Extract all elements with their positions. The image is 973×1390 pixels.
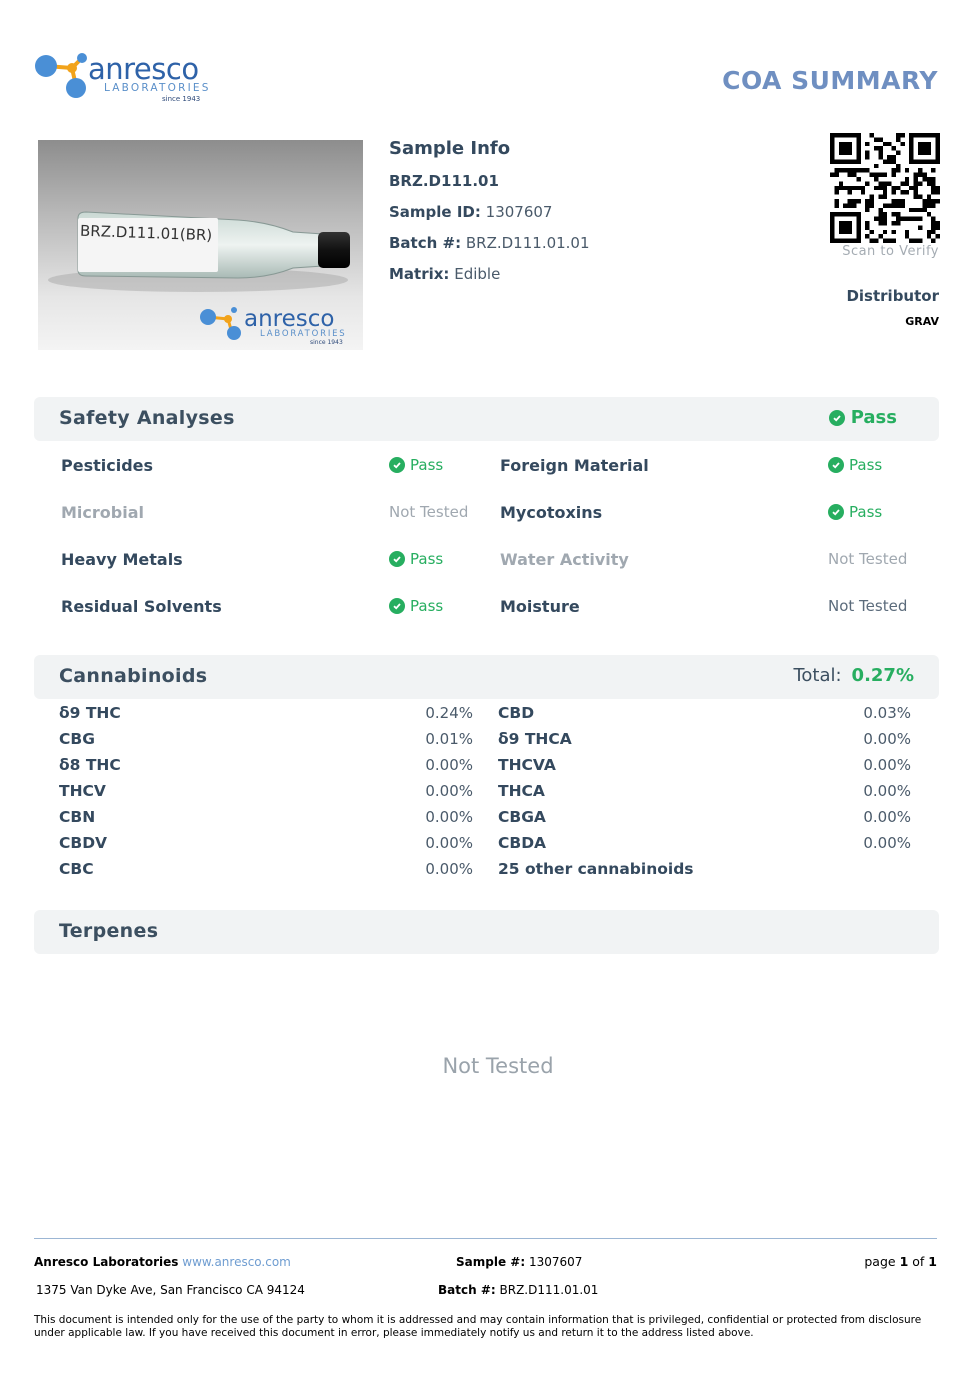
cannabinoid-value: 0.03% bbox=[863, 704, 911, 722]
safety-item-status-text: Not Tested bbox=[389, 503, 469, 521]
batch-row bbox=[389, 233, 789, 264]
page-of: of bbox=[912, 1254, 925, 1269]
cannabinoid-value: 0.00% bbox=[863, 730, 911, 748]
cannabinoid-name: THCA bbox=[498, 782, 545, 800]
cannabinoid-value: 0.00% bbox=[863, 834, 911, 852]
footer-batch-label: Batch #: bbox=[438, 1283, 496, 1297]
safety-item-status-text: Pass bbox=[410, 456, 444, 474]
cannabinoid-value: 0.24% bbox=[425, 704, 473, 722]
cannabinoid-name: CBGA bbox=[498, 808, 546, 826]
cannabinoid-name: CBD bbox=[498, 704, 535, 722]
cannabinoid-value: 0.00% bbox=[425, 834, 473, 852]
safety-item-status bbox=[828, 503, 882, 521]
safety-item-status bbox=[828, 456, 882, 474]
terpenes-status: Not Tested bbox=[442, 1054, 554, 1078]
safety-item-label: Residual Solvents bbox=[61, 597, 222, 616]
safety-overall-status bbox=[829, 407, 897, 428]
distributor-label: Distributor bbox=[846, 287, 939, 305]
safety-item-status-text: Pass bbox=[410, 550, 444, 568]
cannabinoids-title: Cannabinoids bbox=[59, 665, 208, 687]
footer-sample-label: Sample #: bbox=[456, 1255, 526, 1269]
footer-address: 1375 Van Dyke Ave, San Francisco CA 94124 bbox=[36, 1283, 305, 1297]
logo-subtitle: LABORATORIES bbox=[104, 82, 211, 94]
page-total: 1 bbox=[928, 1254, 937, 1269]
matrix-label: Matrix: bbox=[389, 265, 450, 283]
photo-logo-wordmark: anresco bbox=[244, 306, 335, 332]
safety-overall-label: Pass bbox=[850, 407, 897, 428]
safety-analyses-header bbox=[34, 397, 939, 441]
safety-item-status bbox=[828, 550, 907, 568]
footer-disclaimer: This document is intended only for the use of the party to whom it is addressed and may contain information that is privileged, confidential or protected from disclosure under applicable law. If you have received this document in error, please immediately notify us and return it to the address listed above. bbox=[34, 1314, 922, 1339]
page-title: COA SUMMARY bbox=[722, 66, 938, 95]
product-photo bbox=[38, 140, 363, 350]
check-circle-icon bbox=[389, 598, 405, 614]
batch-value: BRZ.D111.01.01 bbox=[465, 234, 590, 252]
sample-id-label: Sample ID: bbox=[389, 203, 481, 221]
footer-website-link[interactable]: www.anresco.com bbox=[182, 1255, 291, 1269]
footer-company bbox=[34, 1255, 291, 1269]
check-circle-icon bbox=[389, 457, 405, 473]
matrix-value: Edible bbox=[454, 265, 501, 283]
photo-logo-subtitle: LABORATORIES bbox=[260, 329, 347, 339]
batch-label: Batch #: bbox=[389, 234, 462, 252]
safety-item-status bbox=[828, 597, 907, 615]
cannabinoid-name: THCVA bbox=[498, 756, 556, 774]
terpenes-header bbox=[34, 910, 939, 954]
footer-sample-value: 1307607 bbox=[528, 1255, 583, 1269]
sample-info-title: Sample Info bbox=[389, 138, 511, 159]
page-current: 1 bbox=[899, 1254, 909, 1269]
photo-logo-icon bbox=[198, 305, 248, 345]
check-circle-icon bbox=[828, 504, 844, 520]
cannabinoid-name: CBG bbox=[59, 730, 95, 748]
terpenes-title: Terpenes bbox=[59, 920, 159, 942]
safety-item-label: Mycotoxins bbox=[500, 503, 603, 522]
page-word: page bbox=[864, 1254, 896, 1269]
bottle-label-text: BRZ.D111.01(BR) bbox=[79, 221, 213, 245]
footer-company-name: Anresco Laboratories bbox=[34, 1255, 179, 1269]
logo-wordmark: anresco bbox=[88, 52, 199, 86]
scan-to-verify: Scan to Verify bbox=[842, 244, 939, 259]
sample-id-row bbox=[389, 202, 789, 233]
cannabinoid-value: 0.00% bbox=[425, 860, 473, 878]
check-circle-icon bbox=[829, 410, 845, 426]
cannabinoid-name: CBDV bbox=[59, 834, 108, 852]
cannabinoids-total bbox=[793, 665, 914, 686]
safety-item-status bbox=[389, 456, 443, 474]
cannabinoid-name: δ9 THC bbox=[59, 704, 121, 722]
cannabinoid-value: 0.00% bbox=[863, 808, 911, 826]
cannabinoid-value: 0.00% bbox=[425, 782, 473, 800]
safety-item-label: Microbial bbox=[61, 503, 144, 522]
safety-item-label: Water Activity bbox=[500, 550, 629, 569]
sample-name-value: BRZ.D111.01 bbox=[389, 172, 499, 190]
cannabinoid-name: CBC bbox=[59, 860, 94, 878]
cannabinoid-name: 25 other cannabinoids bbox=[498, 860, 694, 878]
footer-page-number bbox=[864, 1254, 937, 1269]
sample-name bbox=[389, 171, 789, 202]
safety-analyses-title: Safety Analyses bbox=[59, 407, 235, 429]
safety-item-status bbox=[389, 550, 443, 568]
cannabinoid-name: δ9 THCA bbox=[498, 730, 572, 748]
cannabinoid-value: 0.00% bbox=[863, 782, 911, 800]
sample-info bbox=[389, 138, 789, 295]
check-circle-icon bbox=[389, 551, 405, 567]
cannabinoid-value: 0.00% bbox=[425, 756, 473, 774]
safety-item-status bbox=[389, 597, 443, 615]
cannabinoid-value: 0.00% bbox=[863, 756, 911, 774]
safety-item-label: Foreign Material bbox=[500, 456, 649, 475]
safety-item-status-text: Not Tested bbox=[828, 550, 908, 568]
footer-batch-value: BRZ.D111.01.01 bbox=[499, 1283, 599, 1297]
cannabinoid-value: 0.00% bbox=[425, 808, 473, 826]
check-circle-icon bbox=[828, 457, 844, 473]
safety-item-status-text: Not Tested bbox=[828, 597, 908, 615]
total-value: 0.27% bbox=[851, 665, 914, 686]
anresco-logo bbox=[34, 50, 234, 110]
logo-since: since 1943 bbox=[162, 95, 201, 103]
cannabinoid-value: 0.01% bbox=[425, 730, 473, 748]
footer-divider bbox=[34, 1238, 937, 1239]
total-label: Total: bbox=[793, 665, 842, 686]
safety-item-label: Moisture bbox=[500, 597, 580, 616]
cannabinoid-name: δ8 THC bbox=[59, 756, 121, 774]
cannabinoid-name: THCV bbox=[59, 782, 106, 800]
cannabinoid-name: CBDA bbox=[498, 834, 547, 852]
distributor-value: GRAV bbox=[905, 315, 939, 328]
cannabinoid-name: CBN bbox=[59, 808, 96, 826]
qr-code-icon[interactable] bbox=[830, 133, 940, 243]
footer-batch bbox=[438, 1283, 598, 1297]
footer-sample bbox=[456, 1255, 582, 1269]
matrix-row bbox=[389, 264, 789, 295]
safety-item-label: Heavy Metals bbox=[61, 550, 183, 569]
safety-item-status-text: Pass bbox=[849, 503, 883, 521]
safety-item-status bbox=[389, 503, 468, 521]
cannabinoids-header bbox=[34, 655, 939, 699]
photo-logo-since: since 1943 bbox=[310, 339, 343, 346]
safety-item-status-text: Pass bbox=[410, 597, 444, 615]
sample-id-value: 1307607 bbox=[485, 203, 553, 221]
safety-item-label: Pesticides bbox=[61, 456, 154, 475]
safety-item-status-text: Pass bbox=[849, 456, 883, 474]
